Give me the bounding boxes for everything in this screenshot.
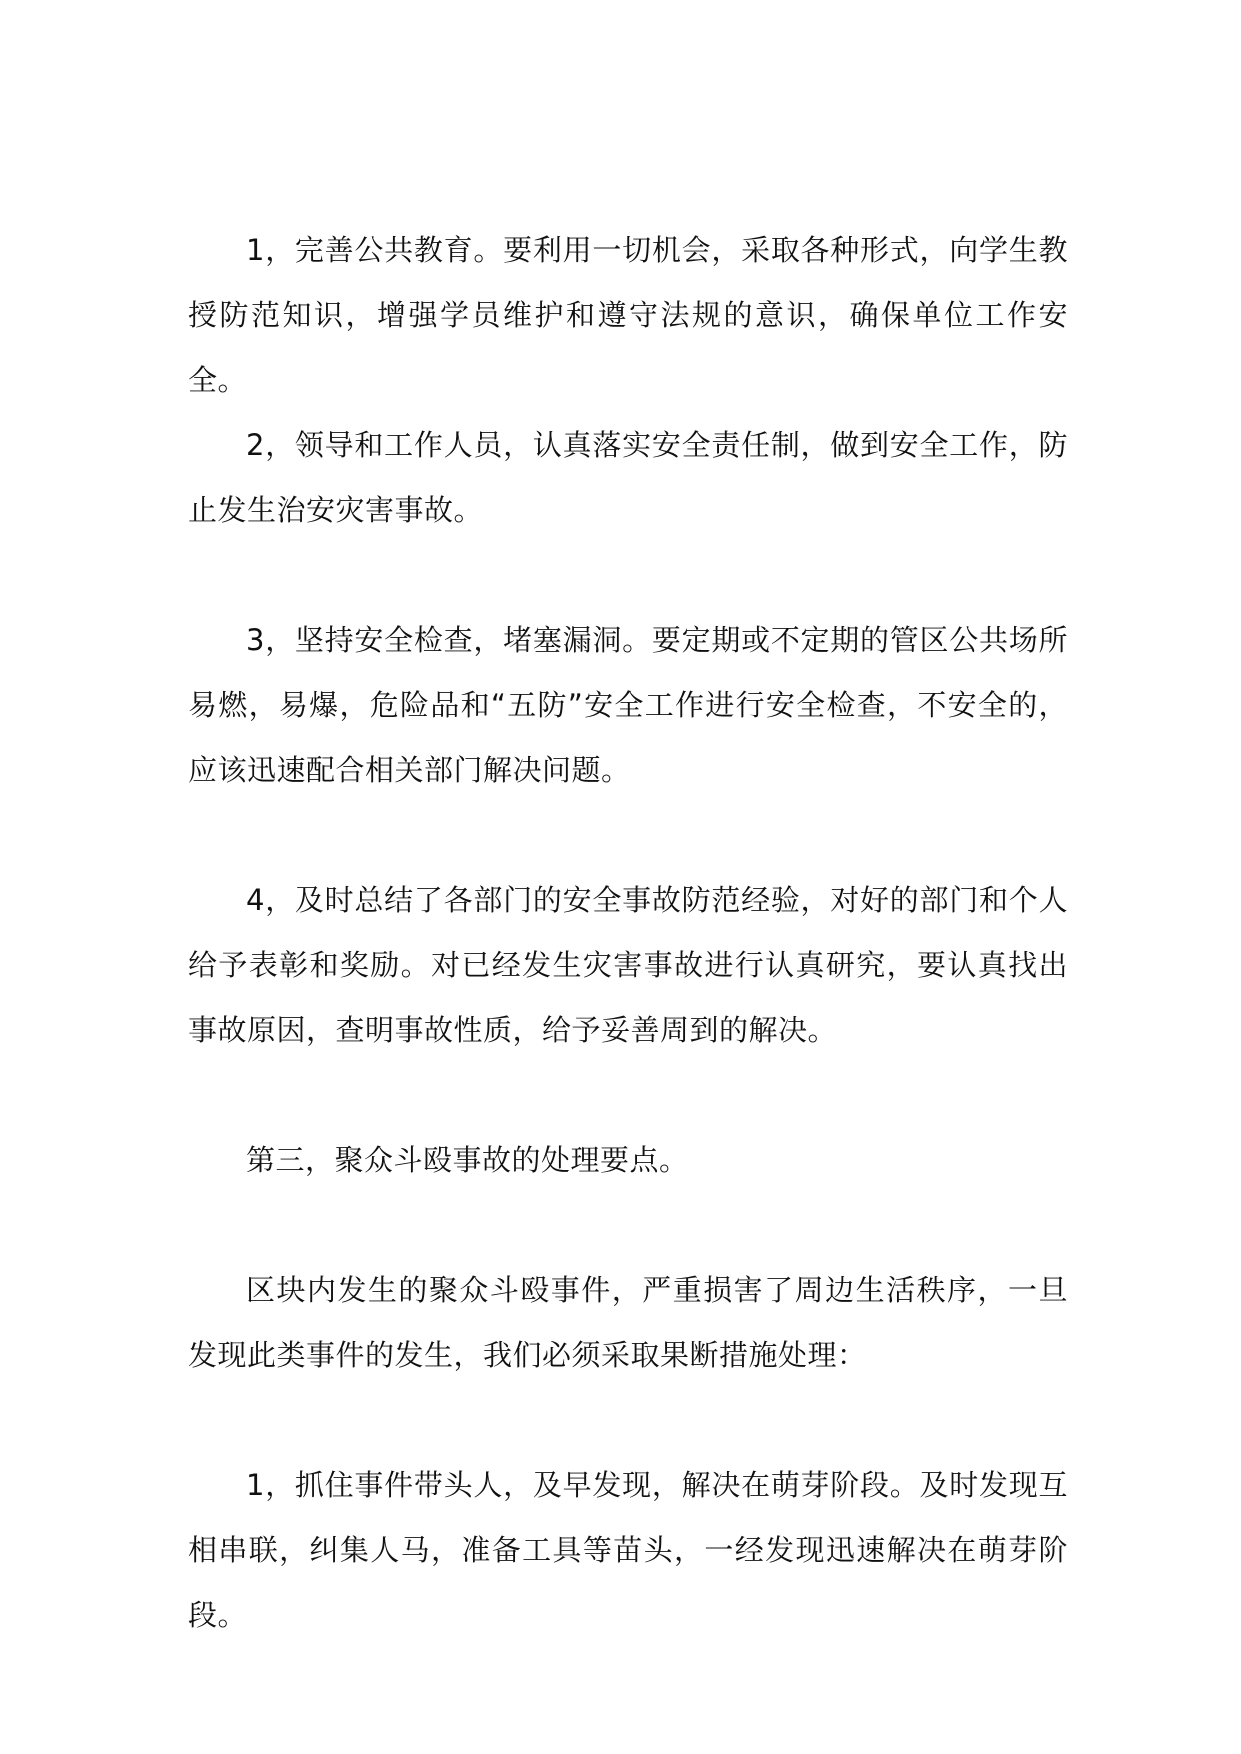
paragraph-responsibility: 2，领导和工作人员，认真落实安全责任制，做到安全工作，防止发生治安灾害事故。 [188,428,1068,527]
paragraph-public-education: 1，完善公共教育。要利用一切机会，采取各种形式，向学生教授防范知识，增强学员维护和遵守法规的意识，确保单位工作安全。 [188,233,1068,397]
paragraph-catch-leader: 1，抓住事件带头人，及早发现，解决在萌芽阶段。及时发现互相串联，纠集人马，准备工具等苗头，一经发现迅速解决在萌芽阶段。 [188,1468,1068,1632]
paragraph-safety-inspection: 3，坚持安全检查，堵塞漏洞。要定期或不定期的管区公共场所易燃，易爆，危险品和“五防”安全工作进行安全检查，不安全的，应该迅速配合相关部门解决问题。 [188,623,1068,787]
paragraph-experience-summary: 4，及时总结了各部门的安全事故防范经验，对好的部门和个人给予表彰和奖励。对已经发生灾害事故进行认真研究，要认真找出事故原因，查明事故性质，给予妥善周到的解决。 [188,883,1068,1047]
section-heading-brawl: 第三，聚众斗殴事故的处理要点。 [246,1143,689,1177]
paragraph-brawl-intro: 区块内发生的聚众斗殴事件，严重损害了周边生活秩序，一旦发现此类事件的发生，我们必须采取果断措施处理： [188,1273,1068,1372]
